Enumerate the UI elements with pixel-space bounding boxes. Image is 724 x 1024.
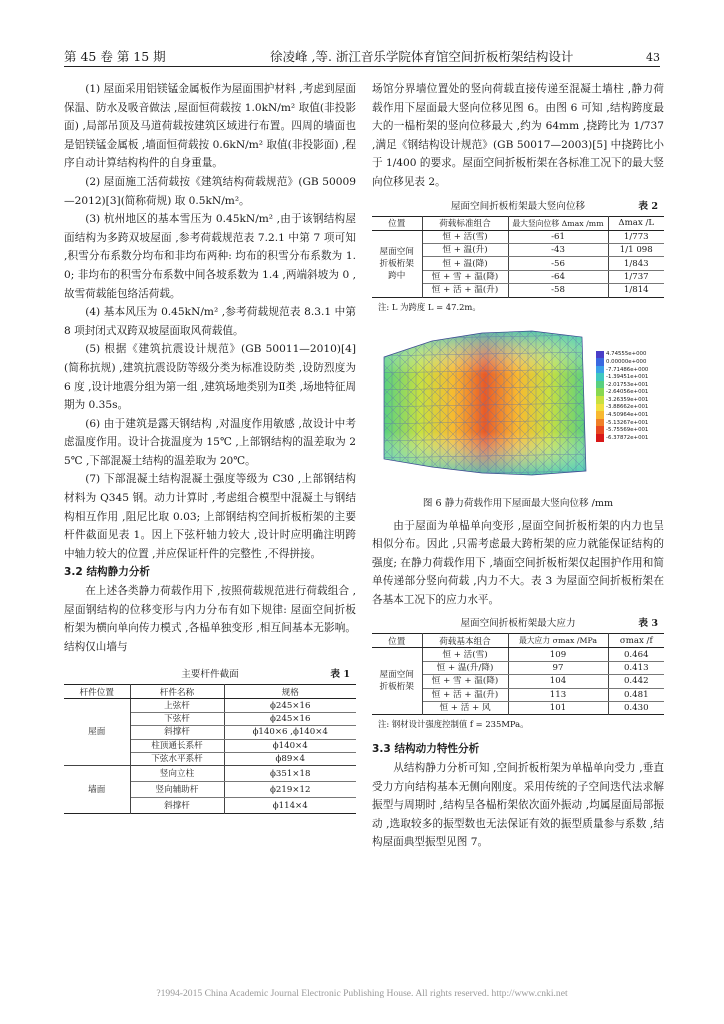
table-cell: 恒 + 温(升) [422, 243, 508, 256]
table-cell: 1/843 [608, 257, 664, 270]
legend-label: -3.26359e+001 [606, 396, 649, 403]
table-cell: 97 [508, 661, 608, 674]
table2-note: 注: L 为跨度 L = 47.2m。 [378, 301, 481, 312]
legend-entry [596, 351, 654, 359]
running-header [64, 45, 660, 67]
legend-label: -5.75569e+001 [606, 427, 649, 434]
table-cell: 下弦水平系杆 [130, 752, 224, 765]
section-heading-3-3: 3.3 结构动力特性分析 [372, 743, 480, 756]
table3-number: 表 3 [638, 618, 658, 630]
truss-member [372, 329, 378, 479]
table3-caption [372, 615, 664, 633]
table-cell: 0.430 [623, 703, 649, 714]
table-cell: 1/814 [623, 285, 649, 296]
table-cell: -64 [508, 270, 608, 283]
paragraph-seismic: (5) 根据《建筑抗震设计规范》(GB 50011—2010)[4](简称抗规) ,建筑抗震设防等级分类为标准设防类 ,设防烈度为 6 度 ,设计地震分组为第一组 ,建筑场地类别为Ⅱ类 ,场地特征周期为 0.35s。 [64, 343, 356, 412]
table2-header-combination: 荷载标准组合 [422, 216, 508, 230]
table1-caption [64, 666, 356, 684]
table-cell: 上弦杆 [130, 699, 224, 712]
table2-header-ratio: Δmax /L [608, 216, 664, 230]
table-cell: 109 [508, 648, 608, 661]
table-cell: 竖向辅助杆 [130, 782, 224, 798]
table-cell: 0.442 [608, 675, 664, 688]
table-cell: -56 [508, 257, 608, 270]
legend-entry [596, 358, 654, 366]
copyright-footer: ?1994-2015 China Academic Journal Electronic Publishing House. All rights reserved. http://www.cnki.net [156, 988, 568, 999]
table-cell: 斜撑杆 [130, 798, 224, 814]
paragraph-dynamic-analysis: 从结构静力分析可知 ,空间折板桁架为单榀单向受力 ,垂直受力方向结构基本无侧向刚度。采用传统的子空间迭代法求解振型与周期时 ,结构呈各榀桁架依次面外振动 ,均属屋面局部振动 ,选取较多的振型数也无法保证有效的振型质量参与系数 ,结构屋面典型振型见图 7。 [372, 762, 664, 849]
legend-swatch [596, 351, 604, 359]
table-cell: ϕ245×16 [224, 699, 356, 712]
legend-swatch [596, 358, 604, 366]
table1-header-name: 杆件名称 [130, 685, 224, 699]
table1-header-spec: 规格 [224, 685, 356, 699]
paragraph-dead-load: (1) 屋面采用铝镁锰金属板作为屋面围护材料 ,考虑到屋面保温、防水及吸音做法 ,屋面恒荷载按 1.0kN/m² 取值(非投影面) ,局部吊顶及马道荷载按建筑区域进行布置。四周的墙面也是铝镁锰金属板 ,墙面恒荷载按 0.6kN/m² 取值(非投影面) ,程序自动计算结构构件的自身重量。 [64, 83, 356, 170]
table2-title: 屋面空间折板桁架最大竖向位移 [450, 200, 586, 212]
table1-header-position: 杆件位置 [64, 685, 130, 699]
legend-label: -6.37872e+001 [606, 434, 649, 441]
table-cell: 恒 + 活 + 温(升) [422, 688, 508, 701]
table-row [64, 766, 356, 782]
page-number: 43 [646, 51, 660, 64]
table-cell: ϕ140×4 [224, 739, 356, 752]
table3-header-stress: 最大应力 σmax /MPa [508, 634, 608, 648]
legend-label: 4.74555e+000 [606, 351, 647, 358]
legend-entry [596, 388, 654, 396]
table-cell: 斜撑杆 [130, 726, 224, 739]
legend-swatch [596, 404, 604, 412]
table-cell: ϕ140×6 ,ϕ140×4 [224, 726, 356, 739]
table3-header-ratio: σmax /f [608, 634, 664, 648]
volume-issue: 第 45 卷 第 15 期 [64, 49, 166, 64]
legend-swatch [596, 388, 604, 396]
table2-number: 表 2 [638, 200, 658, 212]
table-cell: 恒 + 温(升/降) [422, 661, 508, 674]
legend-label: -5.13267e+001 [606, 419, 649, 426]
table-row [64, 699, 356, 712]
legend-swatch [596, 434, 604, 442]
table2-max-displacement [372, 216, 664, 298]
table-cell: -43 [508, 243, 608, 256]
legend-label: -7.71486e+000 [606, 366, 649, 373]
legend-swatch [596, 381, 604, 389]
paragraph-live-load: (2) 屋面施工活荷载按《建筑结构荷载规范》(GB 50009—2012)[3](简称荷规) 取 0.5kN/m²。 [64, 175, 356, 207]
table-cell: 1/773 [608, 230, 664, 243]
table-cell: 113 [508, 688, 608, 701]
paragraph-stress: 由于屋面为单榀单向变形 ,屋面空间折板桁架的内力也呈相似分布。因此 ,只需考虑最大跨桁架的应力就能保证结构的强度; 在静力荷载作用下 ,墙面空间折板桁架仅起围护作用和简单传递部分竖向荷载 ,内力不大。表 3 为屋面空间折板桁架在各基本工况下的应力水平。 [372, 519, 664, 606]
table2-header-position: 位置 [372, 216, 422, 230]
table-cell: 下弦杆 [130, 712, 224, 725]
legend-entry [596, 381, 654, 389]
table3-position-cell: 屋面空间折板桁架 [372, 648, 422, 715]
table-cell: 恒 + 活 + 温(升) [422, 284, 508, 297]
table3-max-stress [372, 633, 664, 715]
figure6-displacement-contour [372, 319, 664, 491]
table1-group-wall: 墙面 [64, 766, 130, 814]
legend-label: -2.64056e+001 [606, 389, 649, 396]
paragraph-wind-load: (4) 基本风压为 0.45kN/m² ,参考荷载规范表 8.3.1 中第 8 项封闭式双跨双坡屋面取风荷载值。 [64, 306, 356, 337]
legend-swatch [596, 396, 604, 404]
table-cell: ϕ245×16 [224, 712, 356, 725]
table-cell: 恒 + 活(雪) [422, 230, 508, 243]
table-cell: ϕ114×4 [272, 800, 308, 811]
paragraph-materials: (7) 下部混凝土结构混凝土强度等级为 C30 ,上部钢结构材料为 Q345 钢。动力计算时 ,考虑组合模型中混凝土与钢结构相互作用 ,阻尼比取 0.03; 上部钢结构空间折板桁架的主要杆件截面见表 1。因上下弦杆轴力较大 ,设计时应明确注明跨中轴力较大的位置 ,并应保证杆件的完整性 ,不得拼接。 [64, 473, 356, 560]
section-heading-3-2: 3.2 结构静力分析 [64, 566, 151, 579]
legend-entry [596, 404, 654, 412]
table3-title: 屋面空间折板桁架最大应力 [460, 618, 576, 630]
table1-number: 表 1 [330, 669, 350, 681]
legend-swatch [596, 366, 604, 374]
paragraph-displacement: 场馆分界墙位置处的竖向荷载直接传递至混凝土墙柱 ,静力荷载作用下屋面最大竖向位移见图 6。由图 6 可知 ,结构跨度最大的一榀桁架的竖向位移最大 ,约为 64mm ,挠跨比为 1/737 ,满足《钢结构设计规范》(GB 50017—2003)[5] 中挠跨比小于 1/400 的要求。屋面空间折板桁架在各标准工况下的最大竖向位移见表 2。 [372, 83, 664, 188]
table2-position-cell: 屋面空间折板桁架跨中 [372, 230, 422, 297]
legend-label: 0.00000e+000 [606, 358, 647, 365]
table-cell: ϕ89×4 [275, 754, 305, 765]
legend-label: -1.39451e+001 [606, 374, 649, 381]
table3-note: 注: 钢材设计强度控制值 f = 235MPa。 [378, 719, 529, 730]
table3-header-position: 位置 [372, 634, 422, 648]
table-cell: 恒 + 温(降) [422, 257, 508, 270]
header-rule [64, 66, 660, 67]
table-cell: 1/737 [608, 270, 664, 283]
left-column [64, 80, 356, 814]
table-cell: ϕ351×18 [224, 766, 356, 782]
table-cell: 恒 + 雪 + 温(降) [422, 270, 508, 283]
table3-header-combination: 荷载基本组合 [422, 634, 508, 648]
table-cell: 恒 + 活 + 风 [422, 702, 508, 715]
legend-label: -4.50964e+001 [606, 412, 649, 419]
legend-entry [596, 434, 654, 442]
contour-legend [596, 351, 654, 442]
legend-entry [596, 426, 654, 434]
legend-entry [596, 396, 654, 404]
paragraph-snow-load: (3) 杭州地区的基本雪压为 0.45kN/m² ,由于该钢结构屋面结构为多跨双坡屋面 ,参考荷载规范表 7.2.1 中第 7 项可知 ,积雪分布系数分均布和非均布两种: 均布的积雪分布系数为 1.0; 非均布的积雪分布系数中间各坡系数为 1.4 ,两端斜坡为 0 ,故雪荷载能包络活荷载。 [64, 213, 356, 300]
table-cell: 竖向立柱 [130, 766, 224, 782]
table-row [372, 648, 664, 661]
legend-swatch [596, 411, 604, 419]
table-cell: ϕ219×12 [224, 782, 356, 798]
legend-label: -3.88662e+001 [606, 404, 649, 411]
table2-caption [372, 198, 664, 216]
table-cell: 恒 + 活(雪) [422, 648, 508, 661]
table-row [372, 230, 664, 243]
table-cell: 1/1 098 [608, 243, 664, 256]
legend-label: -2.01753e+001 [606, 381, 649, 388]
paragraph-temperature: (6) 由于建筑是露天钢结构 ,对温度作用敏感 ,故设计中考虑温度作用。设计合拢温度为 15℃ ,上部钢结构的温差取为 25℃ ,下部混凝土结构的温差取为 20℃。 [64, 417, 356, 467]
running-title: 徐凌峰 ,等. 浙江音乐学院体育馆空间折板桁架结构设计 [270, 49, 574, 64]
legend-entry [596, 373, 654, 381]
table-cell: -61 [508, 230, 608, 243]
table-cell: 101 [508, 702, 608, 715]
table-cell: 0.481 [608, 688, 664, 701]
table-cell: 0.413 [608, 661, 664, 674]
table-cell: 0.464 [608, 648, 664, 661]
table2-header-displacement: 最大竖向位移 Δmax /mm [508, 216, 608, 230]
legend-swatch [596, 426, 604, 434]
figure6-caption: 图 6 静力荷载作用下屋面最大竖向位移 /mm [422, 497, 614, 509]
right-column [372, 80, 664, 852]
table-cell: 恒 + 雪 + 温(降) [422, 675, 508, 688]
table-cell: 柱顶通长系杆 [130, 739, 224, 752]
table-cell: 104 [508, 675, 608, 688]
table1-title: 主要杆件截面 [181, 669, 239, 681]
paragraph-static-analysis: 在上述各类静力荷载作用下 ,按照荷载规范进行荷载组合 ,屋面钢结构的位移变形与内力分布有如下规律: 屋面空间折板桁架为横向单向传力模式 ,各榀单独变形 ,相互间基本无影响。结构仅山墙与 [64, 585, 356, 653]
table1-member-sections [64, 684, 356, 814]
legend-swatch [596, 419, 604, 427]
table1-group-roof: 屋面 [64, 699, 130, 766]
legend-swatch [596, 373, 604, 381]
table-cell: -58 [508, 284, 608, 297]
legend-entry [596, 411, 654, 419]
legend-entry [596, 419, 654, 427]
legend-entry [596, 366, 654, 374]
truss-member [372, 329, 378, 479]
